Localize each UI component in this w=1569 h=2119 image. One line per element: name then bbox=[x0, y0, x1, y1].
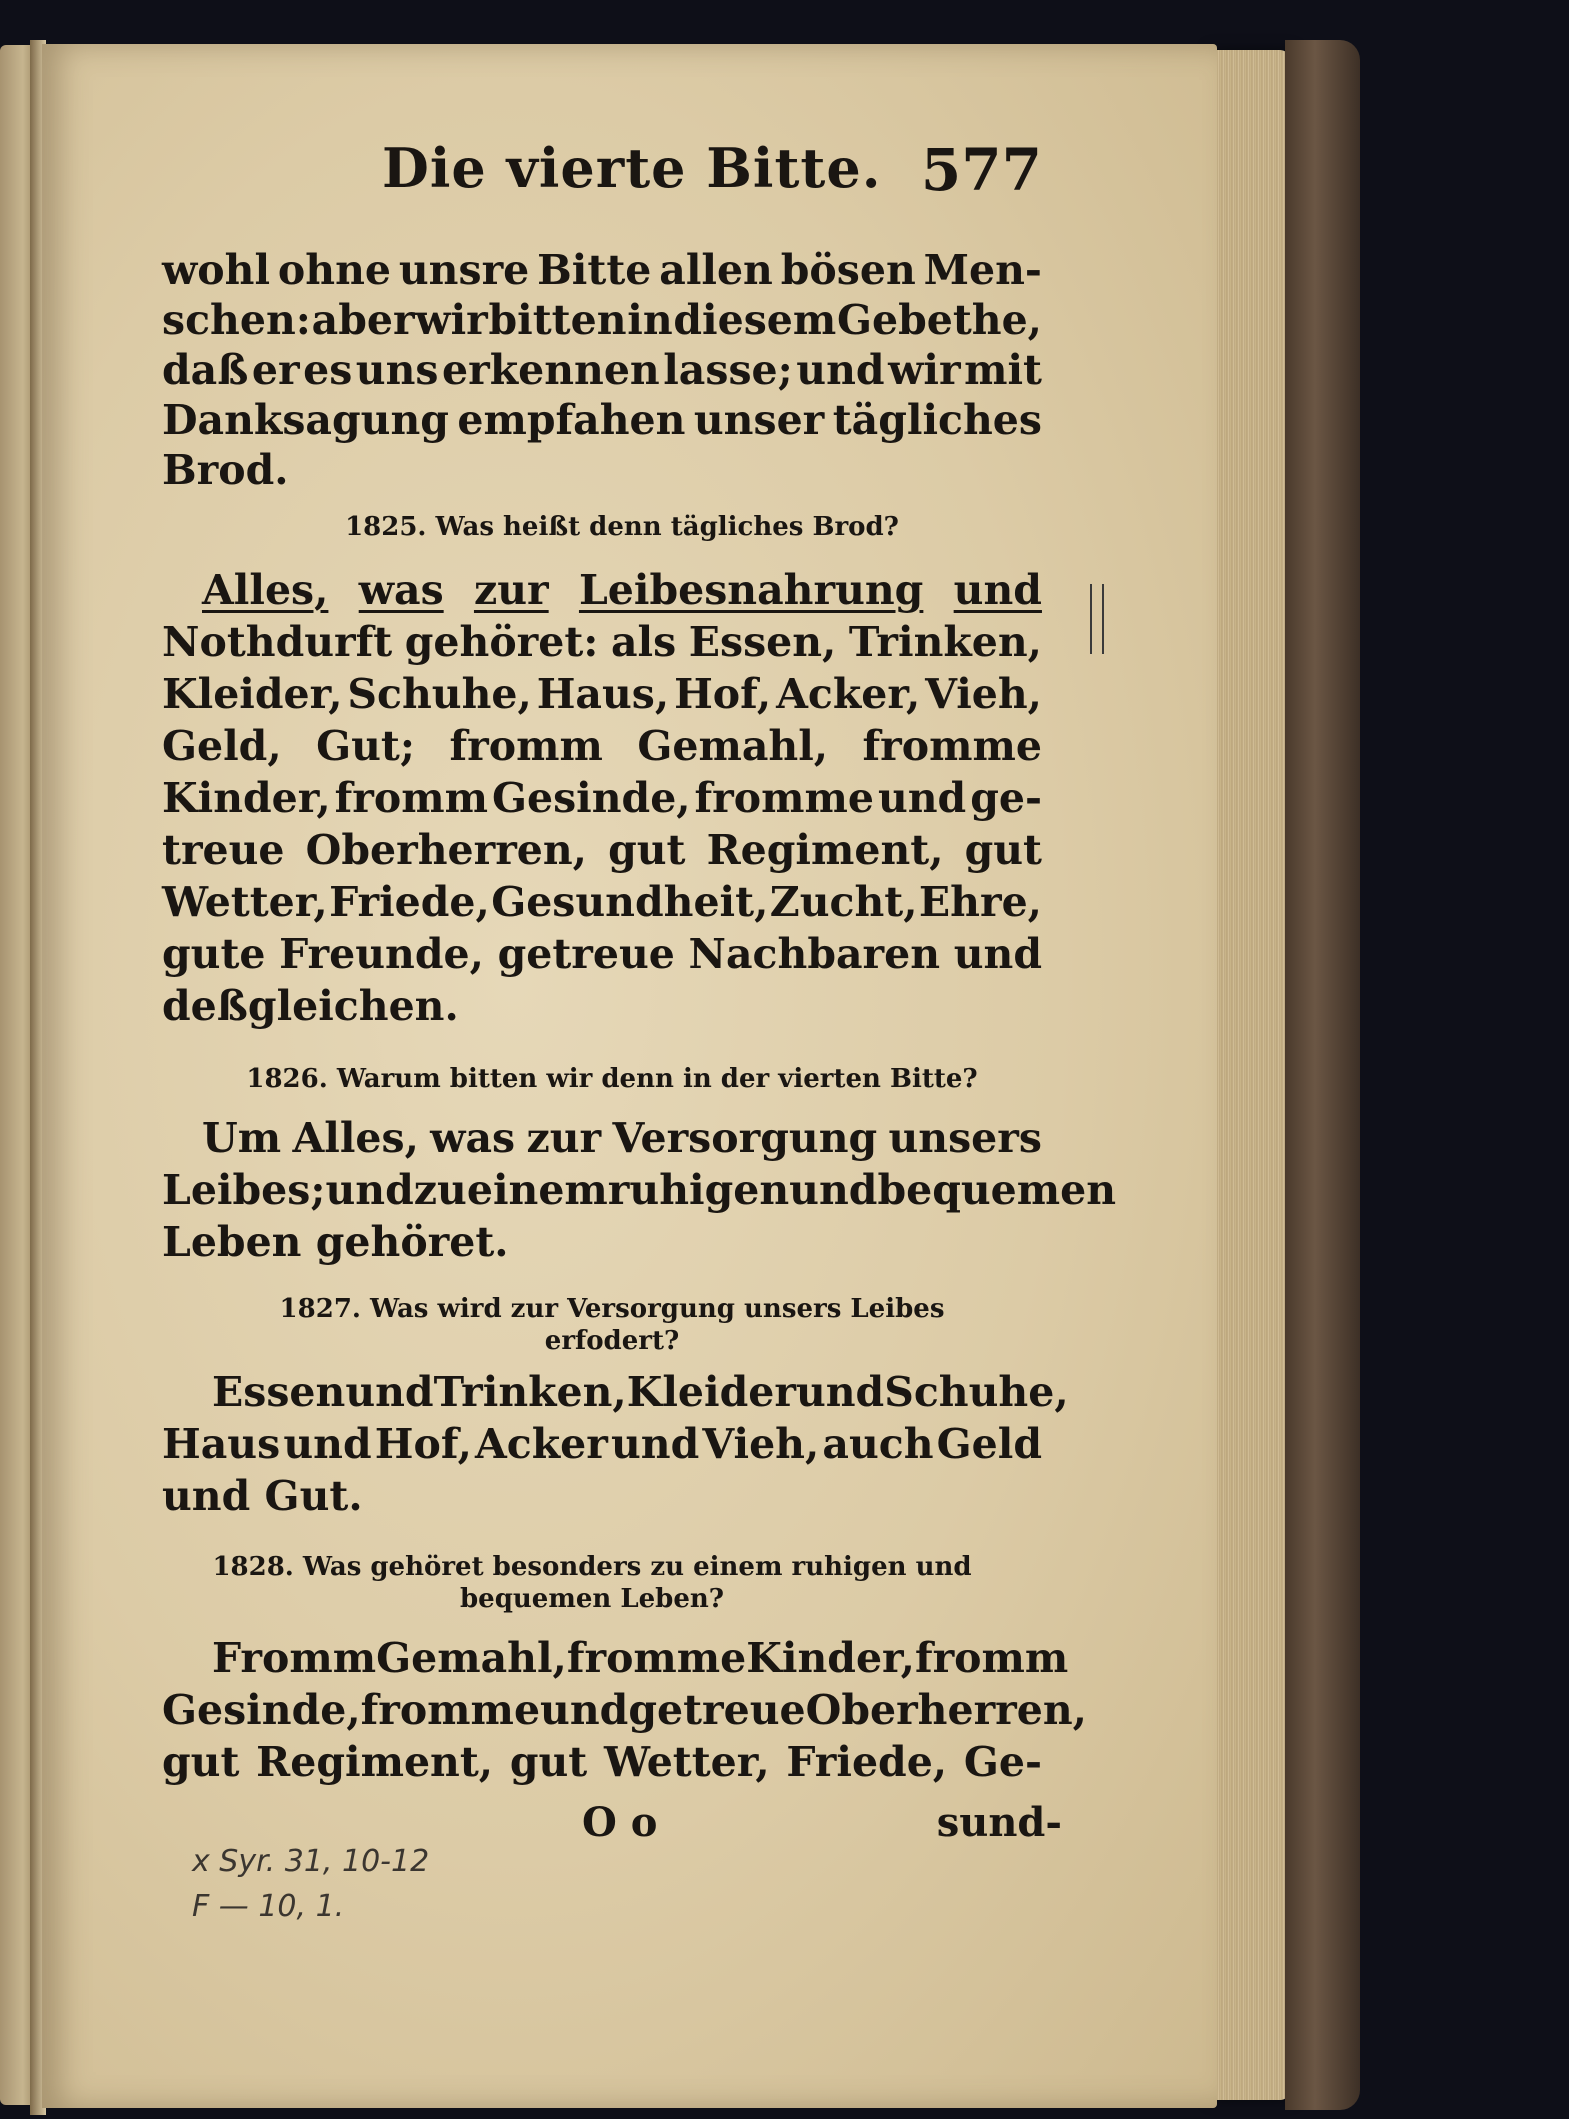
text-line: deßgleichen. bbox=[162, 982, 459, 1030]
word: fromm bbox=[914, 1634, 1069, 1682]
footer-row bbox=[562, 1799, 1062, 1859]
word: Gemahl, bbox=[637, 722, 829, 770]
word: und bbox=[795, 1368, 885, 1416]
word: gut bbox=[162, 1738, 240, 1786]
text-line bbox=[162, 774, 1042, 822]
question-1827-line2: erfodert? bbox=[544, 1326, 680, 1356]
marginal-mark bbox=[1090, 584, 1104, 654]
word: daß bbox=[162, 346, 249, 394]
word: Bitte bbox=[537, 246, 652, 294]
word: ruhigen bbox=[607, 1166, 790, 1214]
word: Ehre, bbox=[918, 878, 1042, 926]
catchword: sund- bbox=[936, 1799, 1062, 1846]
word: und bbox=[283, 1420, 372, 1468]
word: tägliches bbox=[832, 396, 1042, 444]
handwritten-note: x Syr. 31, 10-12 bbox=[192, 1844, 430, 1879]
word: ge- bbox=[970, 774, 1042, 822]
word: einem bbox=[466, 1166, 608, 1214]
word: und bbox=[953, 930, 1042, 978]
text-line bbox=[162, 1420, 1042, 1468]
word: und bbox=[877, 774, 967, 822]
word: mit bbox=[964, 346, 1042, 394]
word: zur bbox=[473, 566, 549, 614]
word: zu bbox=[413, 1166, 467, 1214]
word: unser bbox=[693, 396, 825, 444]
word: was bbox=[430, 1114, 516, 1162]
question-1827-line1: 1827. Was wird zur Versorgung unsers Leibes bbox=[279, 1294, 945, 1324]
word: Haus bbox=[162, 1420, 281, 1468]
word: fromm bbox=[449, 722, 603, 770]
word: treue bbox=[162, 826, 285, 874]
word: empfahen bbox=[457, 396, 686, 444]
word: Hof, bbox=[374, 1420, 472, 1468]
word: was bbox=[358, 566, 444, 614]
word: Zucht, bbox=[769, 878, 918, 926]
word: gute bbox=[162, 930, 266, 978]
text-line bbox=[202, 566, 1042, 614]
text-line bbox=[162, 396, 1042, 444]
word: Friede, bbox=[329, 878, 490, 926]
word: bösen bbox=[780, 246, 916, 294]
word: wir bbox=[888, 346, 961, 394]
page-content bbox=[42, 44, 1217, 2108]
word: Alles, bbox=[202, 566, 329, 614]
word: getreue bbox=[497, 930, 675, 978]
text-line bbox=[162, 826, 1042, 874]
text-line bbox=[162, 722, 1042, 770]
word: Schuhe, bbox=[347, 670, 532, 718]
word: und bbox=[540, 1686, 629, 1734]
text-line bbox=[162, 670, 1042, 718]
word: unsre bbox=[398, 246, 530, 294]
word: Acker, bbox=[776, 670, 921, 718]
word: Geld bbox=[936, 1420, 1042, 1468]
word: und bbox=[610, 1420, 700, 1468]
word: gehöret: bbox=[404, 618, 599, 666]
word: fromme bbox=[862, 722, 1042, 770]
word: Haus, bbox=[536, 670, 670, 718]
word: und bbox=[796, 346, 885, 394]
text-line bbox=[162, 1166, 1117, 1214]
text-line bbox=[162, 1738, 1042, 1786]
word: gut bbox=[964, 826, 1042, 874]
word: Wetter, bbox=[162, 878, 328, 926]
word: aber bbox=[311, 296, 415, 344]
word: diesem bbox=[673, 296, 837, 344]
word: fromme bbox=[360, 1686, 541, 1734]
word: und bbox=[789, 1166, 878, 1214]
word: es bbox=[303, 346, 353, 394]
word: bequemen bbox=[877, 1166, 1117, 1214]
text-line bbox=[212, 1368, 1069, 1416]
text-line bbox=[202, 1114, 1042, 1162]
word: in bbox=[627, 296, 673, 344]
word: lasse; bbox=[663, 346, 793, 394]
word: Wetter, bbox=[604, 1738, 770, 1786]
word: Kinder, bbox=[162, 774, 331, 822]
word: Leibesnahrung bbox=[578, 566, 924, 614]
text-line bbox=[162, 1686, 1087, 1734]
word: Vieh, bbox=[702, 1420, 820, 1468]
word: Kinder, bbox=[746, 1634, 915, 1682]
question-1828-line1: 1828. Was gehöret besonders zu einem ruhigen und bbox=[212, 1552, 972, 1582]
text-line bbox=[162, 878, 1042, 926]
word: Regiment, bbox=[256, 1738, 494, 1786]
word: Schuhe, bbox=[884, 1368, 1069, 1416]
word: Um bbox=[202, 1114, 282, 1162]
word: Nachbaren bbox=[688, 930, 941, 978]
word: Gesundheit, bbox=[491, 878, 769, 926]
word: Geld, bbox=[162, 722, 282, 770]
book-page bbox=[42, 44, 1217, 2108]
word: unsers bbox=[888, 1114, 1042, 1162]
word: Danksagung bbox=[162, 396, 449, 444]
word: Friede, bbox=[786, 1738, 948, 1786]
word: Regiment, bbox=[706, 826, 944, 874]
word: Acker bbox=[474, 1420, 608, 1468]
text-line bbox=[162, 296, 1042, 344]
text-line: Leben gehöret. bbox=[162, 1218, 509, 1266]
word: Essen, bbox=[688, 618, 837, 666]
word: allen bbox=[659, 246, 773, 294]
word: uns bbox=[355, 346, 439, 394]
word: und bbox=[325, 1166, 414, 1214]
word: fromme bbox=[694, 774, 874, 822]
word: gut bbox=[608, 826, 686, 874]
word: ohne bbox=[277, 246, 391, 294]
word: Gemahl, bbox=[376, 1634, 567, 1682]
text-line: Brod. bbox=[162, 446, 289, 494]
word: fromme bbox=[566, 1634, 747, 1682]
word: Gut; bbox=[316, 722, 416, 770]
word: schen: bbox=[162, 296, 311, 344]
book-cover bbox=[1285, 40, 1360, 2110]
word: Trinken, bbox=[433, 1368, 627, 1416]
text-line bbox=[162, 346, 1042, 394]
word: Ge- bbox=[963, 1738, 1042, 1786]
word: wohl bbox=[162, 246, 271, 294]
word: auch bbox=[822, 1420, 934, 1468]
word: Essen bbox=[212, 1368, 346, 1416]
handwritten-note: F — 10, 1. bbox=[192, 1889, 345, 1924]
word: Kleider, bbox=[162, 670, 343, 718]
word: Freunde, bbox=[279, 930, 484, 978]
word: wir bbox=[415, 296, 488, 344]
running-header bbox=[342, 136, 1062, 226]
word: Trinken, bbox=[848, 618, 1042, 666]
text-line bbox=[162, 930, 1042, 978]
word: Gesinde, bbox=[162, 1686, 361, 1734]
word: Hof, bbox=[674, 670, 772, 718]
text-line bbox=[162, 618, 1042, 666]
word: bitten bbox=[488, 296, 627, 344]
page-number: 577 bbox=[920, 136, 1042, 204]
word: Oberherren, bbox=[805, 1686, 1087, 1734]
text-line bbox=[212, 1634, 1069, 1682]
word: Gebethe, bbox=[837, 296, 1042, 344]
signature-mark: O o bbox=[582, 1799, 658, 1846]
question-1825: 1825. Was heißt denn tägliches Brod? bbox=[345, 512, 899, 542]
running-title: Die vierte Bitte. bbox=[382, 136, 882, 200]
word: Fromm bbox=[212, 1634, 377, 1682]
word: getreue bbox=[628, 1686, 806, 1734]
word: Alles, bbox=[292, 1114, 419, 1162]
word: Oberherren, bbox=[305, 826, 587, 874]
word: Kleider bbox=[626, 1368, 796, 1416]
word: zur bbox=[526, 1114, 602, 1162]
page-block-edges bbox=[1205, 50, 1290, 2100]
word: Versorgung bbox=[612, 1114, 878, 1162]
word: Gesinde, bbox=[491, 774, 691, 822]
word: erkennen bbox=[442, 346, 660, 394]
text-line: und Gut. bbox=[162, 1472, 363, 1520]
question-1826: 1826. Warum bitten wir denn in der vierten Bitte? bbox=[246, 1064, 978, 1094]
word: Men- bbox=[923, 246, 1042, 294]
word: gut bbox=[509, 1738, 588, 1786]
question-1828-line2: bequemen Leben? bbox=[459, 1584, 725, 1614]
word: als bbox=[610, 618, 677, 666]
word: er bbox=[251, 346, 300, 394]
word: und bbox=[345, 1368, 434, 1416]
word: Leibes; bbox=[162, 1166, 326, 1214]
text-line bbox=[162, 246, 1042, 294]
word: fromm bbox=[334, 774, 488, 822]
word: Vieh, bbox=[925, 670, 1042, 718]
word: Nothdurft bbox=[162, 618, 393, 666]
word: und bbox=[953, 566, 1042, 614]
